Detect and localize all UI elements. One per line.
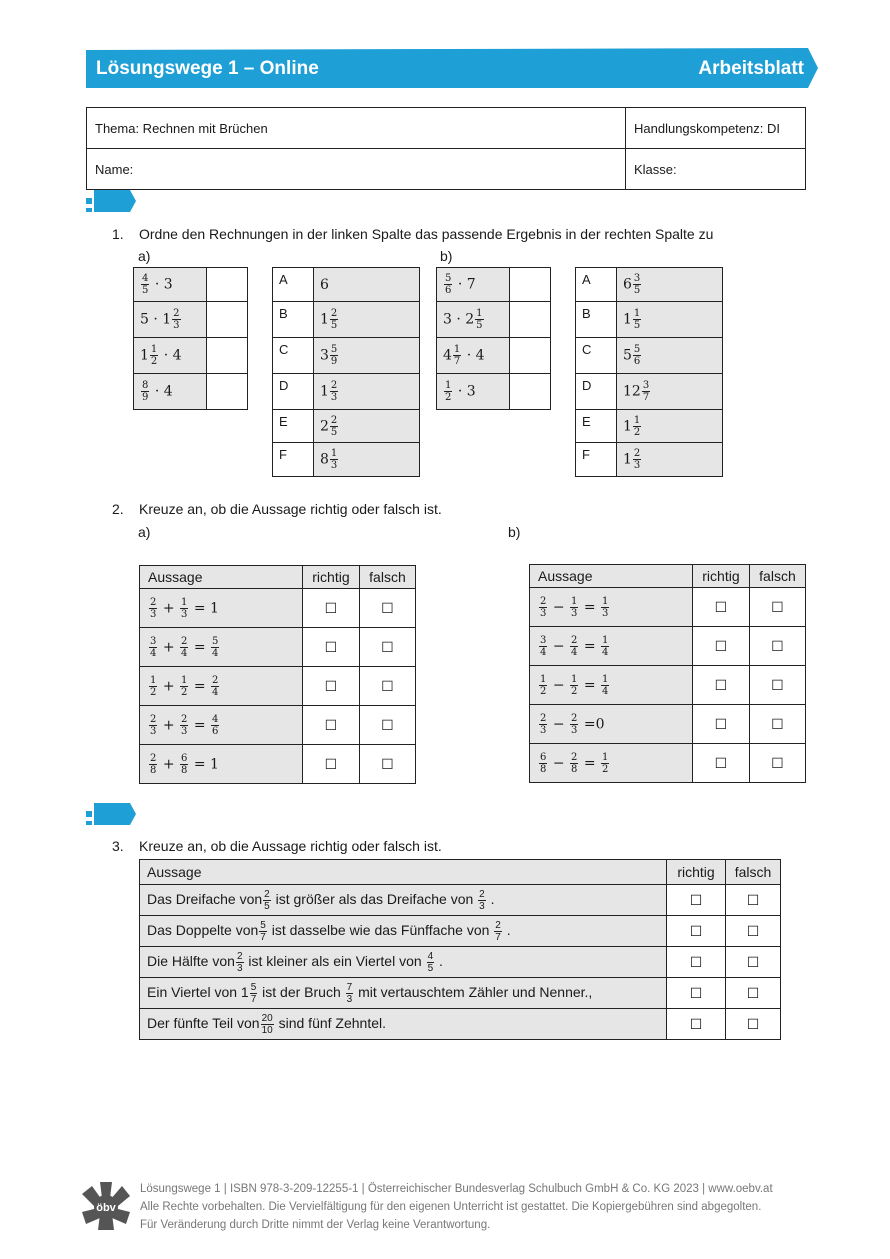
calculation-cell: 1 $\frac{1}{2}$ · 4 [134, 338, 207, 374]
fraction: $\frac{1}{2}$ [540, 673, 547, 697]
result-letter: E [576, 410, 617, 443]
wrong-checkbox[interactable]: ☐ [726, 1009, 781, 1040]
wrong-checkbox[interactable]: ☐ [749, 705, 805, 744]
answer-cell[interactable] [510, 374, 551, 410]
result-letter: F [576, 443, 617, 477]
result-letter: E [273, 410, 314, 443]
result-row [576, 302, 723, 338]
wrong-checkbox[interactable]: ☐ [359, 589, 415, 628]
fraction: $\frac{1}{7}$ [453, 344, 461, 367]
info-table [86, 107, 806, 190]
topic-cell: Thema: Rechnen mit Brüchen [87, 108, 626, 149]
task2-b-label: b) [508, 524, 521, 540]
fraction: $\frac{7}{3}$ [346, 981, 353, 1005]
statement-row [530, 666, 806, 705]
result-row [576, 338, 723, 374]
fraction: $\frac{3}{4}$ [150, 635, 157, 659]
class-field[interactable]: Klasse: [626, 149, 806, 190]
wrong-checkbox[interactable]: ☐ [359, 706, 415, 745]
fraction: $\frac{5}{6}$ [445, 273, 452, 296]
result-value: 6 [314, 268, 420, 302]
equation-cell: $\frac{2}{3}$ + $\frac{1}{3}$ = 1 [140, 589, 303, 628]
result-letter: B [576, 302, 617, 338]
header-wrong: falsch [359, 566, 415, 589]
calculation-row [134, 268, 248, 302]
equation-cell: $\frac{2}{3}$ − $\frac{1}{3}$ = $\frac{1}{3}$ [530, 588, 693, 627]
wrong-checkbox[interactable]: ☐ [749, 666, 805, 705]
name-field[interactable]: Name: [87, 149, 626, 190]
calculation-cell: 3 · 2 $\frac{1}{5}$ [437, 302, 510, 338]
fraction: $\frac{5}{6}$ [633, 344, 641, 367]
header-statement: Aussage [530, 565, 693, 588]
statement-row [140, 1009, 781, 1040]
task1-b-calculations [436, 267, 551, 410]
fraction: $\frac{2}{4}$ [571, 634, 578, 658]
fraction: $\frac{2}{3}$ [150, 596, 157, 620]
result-letter: F [273, 443, 314, 477]
header-right: richtig [303, 566, 360, 589]
right-checkbox[interactable]: ☐ [693, 705, 750, 744]
fraction: $\frac{1}{3}$ [602, 595, 609, 619]
result-value: 1 $\frac{1}{2}$ [617, 410, 723, 443]
fraction: $\frac{3}{4}$ [540, 634, 547, 658]
fraction: $\frac{4}{6}$ [212, 713, 219, 737]
right-checkbox[interactable]: ☐ [693, 666, 750, 705]
statement-row [530, 627, 806, 666]
header-wrong: falsch [749, 565, 805, 588]
fraction: $\frac{1}{2}$ [633, 414, 641, 438]
result-row [273, 443, 420, 477]
result-row [273, 374, 420, 410]
result-row [576, 443, 723, 477]
result-letter: A [576, 268, 617, 302]
result-value: 5 $\frac{5}{6}$ [617, 338, 723, 374]
fraction: $\frac{2}{3}$ [330, 380, 338, 403]
equation-cell: $\frac{3}{4}$ − $\frac{2}{4}$ = $\frac{1}{4}$ [530, 627, 693, 666]
fraction: $\frac{1}{3}$ [181, 596, 188, 620]
fraction: $\frac{3}{5}$ [633, 273, 641, 296]
task1-number: 1. [112, 226, 124, 242]
answer-cell[interactable] [510, 338, 551, 374]
calculation-cell: $\frac{1}{2}$ · 3 [437, 374, 510, 410]
answer-cell[interactable] [207, 302, 248, 338]
wrong-checkbox[interactable]: ☐ [726, 947, 781, 978]
right-checkbox[interactable]: ☐ [667, 1009, 726, 1040]
right-checkbox[interactable]: ☐ [667, 947, 726, 978]
fraction: $\frac{1}{5}$ [633, 308, 641, 331]
fraction: $\frac{2}{3}$ [540, 712, 547, 736]
fraction: $\frac{2}{8}$ [571, 751, 578, 775]
fraction: $\frac{20}{10}$ [261, 1012, 273, 1036]
result-row [273, 268, 420, 302]
statement-row [140, 706, 416, 745]
fraction: $\frac{2}{3}$ [181, 713, 188, 737]
fraction: $\frac{1}{2}$ [150, 674, 157, 698]
result-letter: D [273, 374, 314, 410]
fraction: $\frac{6}{8}$ [540, 751, 547, 775]
calculation-cell: $\frac{4}{5}$ · 3 [134, 268, 207, 302]
wrong-checkbox[interactable]: ☐ [359, 745, 415, 784]
right-checkbox[interactable]: ☐ [303, 589, 360, 628]
wrong-checkbox[interactable]: ☐ [749, 627, 805, 666]
task1-a-calculations [133, 267, 248, 410]
statement-cell: Ein Viertel von 1 $\frac{5}{7}$ ist der Bruch $\frac{7}{3}$ mit vertauschtem Zähler und Nenner., [140, 978, 667, 1009]
calculation-cell: 4 $\frac{1}{7}$ · 4 [437, 338, 510, 374]
fraction: $\frac{5}{4}$ [212, 635, 219, 659]
fraction: $\frac{5}{7}$ [260, 919, 266, 943]
fraction: $\frac{1}{2}$ [602, 751, 609, 775]
task1-a-results [272, 267, 420, 477]
fraction: $\frac{8}{9}$ [142, 380, 149, 403]
result-letter: D [576, 374, 617, 410]
statement-cell: Das Dreifache von $\frac{2}{5}$ ist größer als das Dreifache von $\frac{2}{3}$ . [140, 885, 667, 916]
fraction: $\frac{2}{5}$ [330, 414, 338, 438]
right-checkbox[interactable]: ☐ [693, 627, 750, 666]
fraction: $\frac{2}{4}$ [181, 635, 188, 659]
wrong-checkbox[interactable]: ☐ [726, 885, 781, 916]
fraction: $\frac{1}{3}$ [330, 448, 338, 471]
right-checkbox[interactable]: ☐ [693, 588, 750, 627]
answer-cell[interactable] [207, 338, 248, 374]
task2-b-table [529, 564, 806, 783]
answer-cell[interactable] [510, 302, 551, 338]
wrong-checkbox[interactable]: ☐ [359, 628, 415, 667]
result-value: 1 $\frac{1}{5}$ [617, 302, 723, 338]
header-statement: Aussage [140, 860, 667, 885]
fraction: $\frac{2}{3}$ [236, 950, 243, 974]
fraction: $\frac{4}{5}$ [142, 273, 149, 296]
equation-cell: $\frac{2}{8}$ + $\frac{6}{8}$ = 1 [140, 745, 303, 784]
fraction: $\frac{1}{5}$ [476, 308, 483, 331]
result-letter: B [273, 302, 314, 338]
equation-cell: $\frac{2}{3}$ + $\frac{2}{3}$ = $\frac{4}{6}$ [140, 706, 303, 745]
result-letter: C [576, 338, 617, 374]
fraction: $\frac{2}{3}$ [633, 448, 641, 471]
statement-row [140, 947, 781, 978]
fraction: $\frac{1}{2}$ [150, 344, 158, 367]
footer-line-2: Alle Rechte vorbehalten. Die Vervielfältigung für den eigenen Unterricht ist gestattet. Die Kopiergebühren sind abgegolten. [140, 1201, 762, 1213]
task1-instruction: Ordne den Rechnungen in der linken Spalte das passende Ergebnis in der rechten Spalte zu [139, 226, 714, 242]
footer-line-3: Für Veränderung durch Dritte nimmt der Verlag keine Verantwortung. [140, 1219, 491, 1231]
right-checkbox[interactable]: ☐ [303, 706, 360, 745]
wrong-checkbox[interactable]: ☐ [749, 744, 805, 783]
fraction: $\frac{2}{3}$ [571, 712, 578, 736]
result-row [576, 410, 723, 443]
task2-number: 2. [112, 501, 124, 517]
fraction: $\frac{1}{2}$ [181, 674, 188, 698]
footer [140, 1180, 820, 1234]
result-row [576, 374, 723, 410]
statement-row [140, 589, 416, 628]
answer-cell[interactable] [207, 374, 248, 410]
result-value: 1 $\frac{2}{5}$ [314, 302, 420, 338]
oebv-logo-icon [80, 1180, 132, 1234]
header-statement: Aussage [140, 566, 303, 589]
competence-cell: Handlungskompetenz: DI [626, 108, 806, 149]
right-checkbox[interactable]: ☐ [303, 628, 360, 667]
answer-cell[interactable] [207, 268, 248, 302]
result-value: 8 $\frac{1}{3}$ [314, 443, 420, 477]
fraction: $\frac{2}{5}$ [330, 308, 338, 331]
task3-instruction: Kreuze an, ob die Aussage richtig oder falsch ist. [139, 838, 442, 854]
result-row [576, 268, 723, 302]
fraction: $\frac{2}{3}$ [479, 888, 485, 912]
result-letter: A [273, 268, 314, 302]
right-checkbox[interactable]: ☐ [667, 885, 726, 916]
statement-row [140, 885, 781, 916]
statement-row [530, 705, 806, 744]
statement-row [140, 628, 416, 667]
fraction: $\frac{1}{3}$ [571, 595, 578, 619]
right-checkbox[interactable]: ☐ [667, 978, 726, 1009]
footer-line-1: Lösungswege 1 | ISBN 978-3-209-12255-1 | Österreichischer Bundesverlag Schulbuch GmbH & Co. KG 2023 | www.oebv.at [140, 1183, 773, 1195]
header-banner [86, 48, 818, 88]
fraction: $\frac{5}{9}$ [330, 344, 338, 367]
equation-cell: $\frac{6}{8}$ − $\frac{2}{8}$ = $\frac{1}{2}$ [530, 744, 693, 783]
result-value: 6 $\frac{3}{5}$ [617, 268, 723, 302]
fraction: $\frac{2}{3}$ [173, 308, 180, 331]
result-value: 2 $\frac{2}{5}$ [314, 410, 420, 443]
fraction: $\frac{3}{7}$ [642, 380, 650, 403]
task2-instruction: Kreuze an, ob die Aussage richtig oder falsch ist. [139, 501, 442, 517]
statement-row [530, 588, 806, 627]
statement-row [140, 916, 781, 947]
section-marker-icon [86, 190, 138, 212]
section-marker-icon [86, 803, 138, 825]
right-checkbox[interactable]: ☐ [303, 745, 360, 784]
statement-row [140, 667, 416, 706]
calculation-cell: $\frac{8}{9}$ · 4 [134, 374, 207, 410]
fraction: $\frac{6}{8}$ [181, 752, 188, 776]
calculation-row [437, 338, 551, 374]
statement-cell: Der fünfte Teil von $\frac{20}{10}$ sind fünf Zehntel. [140, 1009, 667, 1040]
wrong-checkbox[interactable]: ☐ [726, 916, 781, 947]
equation-cell: $\frac{3}{4}$ + $\frac{2}{4}$ = $\frac{5}{4}$ [140, 628, 303, 667]
answer-cell[interactable] [510, 268, 551, 302]
calculation-row [437, 302, 551, 338]
equation-cell: $\frac{1}{2}$ + $\frac{1}{2}$ = $\frac{2}{4}$ [140, 667, 303, 706]
statement-cell: Das Doppelte von $\frac{5}{7}$ ist dasselbe wie das Fünffache von $\frac{2}{7}$ . [140, 916, 667, 947]
fraction: $\frac{1}{4}$ [602, 634, 609, 658]
equation-cell: $\frac{1}{2}$ − $\frac{1}{2}$ = $\frac{1}{4}$ [530, 666, 693, 705]
wrong-checkbox[interactable]: ☐ [726, 978, 781, 1009]
book-title: Lösungswege 1 – Online [96, 58, 319, 79]
header-right: richtig [693, 565, 750, 588]
result-value: 1 $\frac{2}{3}$ [617, 443, 723, 477]
right-checkbox[interactable]: ☐ [693, 744, 750, 783]
task1-b-results [575, 267, 723, 477]
doc-type: Arbeitsblatt [698, 58, 804, 79]
statement-row [530, 744, 806, 783]
result-row [273, 338, 420, 374]
calculation-cell: 5 · 1 $\frac{2}{3}$ [134, 302, 207, 338]
result-value: 12 $\frac{3}{7}$ [617, 374, 723, 410]
calculation-row [134, 374, 248, 410]
fraction: $\frac{2}{7}$ [495, 919, 501, 943]
result-row [273, 410, 420, 443]
statement-row [140, 978, 781, 1009]
wrong-checkbox[interactable]: ☐ [359, 667, 415, 706]
fraction: $\frac{4}{5}$ [427, 950, 434, 974]
statement-row [140, 745, 416, 784]
right-checkbox[interactable]: ☐ [303, 667, 360, 706]
calculation-row [437, 374, 551, 410]
calculation-row [134, 338, 248, 374]
fraction: $\frac{2}{8}$ [150, 752, 157, 776]
header-wrong: falsch [726, 860, 781, 885]
fraction: $\frac{1}{4}$ [602, 673, 609, 697]
right-checkbox[interactable]: ☐ [667, 916, 726, 947]
task1-b-label: b) [440, 248, 453, 264]
calculation-cell: $\frac{5}{6}$ · 7 [437, 268, 510, 302]
equation-cell: $\frac{2}{3}$ − $\frac{2}{3}$ =0 [530, 705, 693, 744]
result-value: 3 $\frac{5}{9}$ [314, 338, 420, 374]
result-row [273, 302, 420, 338]
fraction: $\frac{5}{7}$ [250, 981, 257, 1005]
fraction: $\frac{1}{2}$ [445, 380, 452, 403]
result-value: 1 $\frac{2}{3}$ [314, 374, 420, 410]
fraction: $\frac{2}{5}$ [264, 888, 270, 912]
statement-cell: Die Hälfte von $\frac{2}{3}$ ist kleiner als ein Viertel von $\frac{4}{5}$ . [140, 947, 667, 978]
result-letter: C [273, 338, 314, 374]
task2-a-table [139, 565, 416, 784]
svg-text:öbv: öbv [96, 1202, 116, 1214]
wrong-checkbox[interactable]: ☐ [749, 588, 805, 627]
fraction: $\frac{2}{3}$ [540, 595, 547, 619]
fraction: $\frac{2}{4}$ [212, 674, 219, 698]
task3-number: 3. [112, 838, 124, 854]
task2-a-label: a) [138, 524, 151, 540]
header-right: richtig [667, 860, 726, 885]
task1-a-label: a) [138, 248, 151, 264]
calculation-row [134, 302, 248, 338]
calculation-row [437, 268, 551, 302]
fraction: $\frac{2}{3}$ [150, 713, 157, 737]
fraction: $\frac{1}{2}$ [571, 673, 578, 697]
task3-table [139, 859, 781, 1040]
